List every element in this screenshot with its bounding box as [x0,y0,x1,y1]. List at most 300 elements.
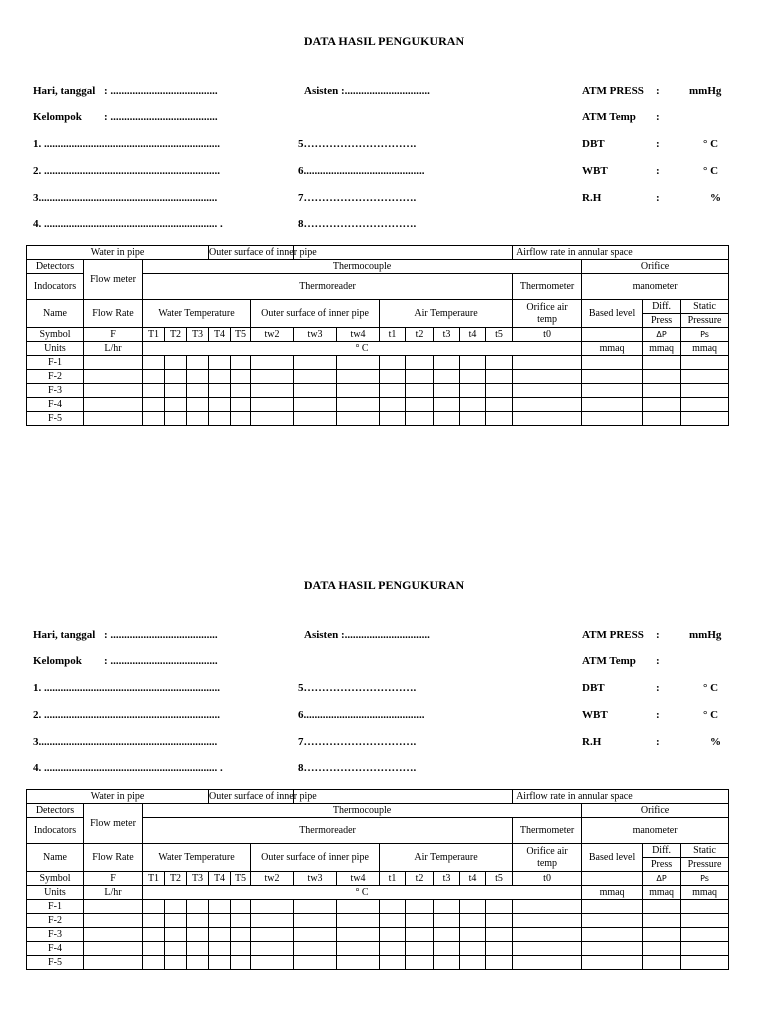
indocators-label: Indocators [27,274,84,300]
data-cell[interactable] [681,928,729,942]
data-cell[interactable] [251,900,294,914]
data-cell[interactable] [143,370,165,384]
data-cell[interactable] [84,914,143,928]
symbol-air-t4: t4 [460,872,486,886]
data-cell[interactable] [187,928,209,942]
data-cell[interactable] [251,928,294,942]
member-line-1[interactable]: 1. ................................................................ [33,138,220,150]
water-in-pipe-header: Water in pipe [27,246,209,260]
units-degc: ° C [143,886,582,900]
data-cell[interactable] [231,384,251,398]
data-cell[interactable] [165,398,187,412]
data-cell[interactable] [513,412,582,426]
symbol-t5: T5 [231,872,251,886]
atm-press-unit: mmHg [689,85,722,97]
data-cell[interactable] [380,900,406,914]
data-cell[interactable] [643,956,681,970]
kelompok-label: Kelompok [33,111,82,123]
data-cell[interactable] [406,412,434,426]
data-cell[interactable] [380,412,406,426]
data-cell[interactable] [460,928,486,942]
kelompok-field[interactable]: : ....................................... [104,655,218,667]
data-cell[interactable] [337,942,380,956]
data-cell[interactable] [209,900,231,914]
symbol-f: F [84,328,143,342]
data-cell[interactable] [165,370,187,384]
data-cell[interactable] [294,956,337,970]
data-cell[interactable] [143,412,165,426]
flow-rate-label: Flow Rate [84,300,143,328]
data-cell[interactable] [513,956,582,970]
data-cell[interactable] [582,356,643,370]
symbol-tw4: tw4 [337,872,380,886]
row-label: F-5 [27,412,84,426]
data-cell[interactable] [187,356,209,370]
outer-surface-header: Outer surface of inner pipe [209,246,317,258]
data-cell[interactable] [643,356,681,370]
data-cell[interactable] [251,412,294,426]
data-cell[interactable] [143,398,165,412]
orifice-air-temp-label: Orifice air temp [513,844,582,872]
table-row [27,370,729,384]
data-cell[interactable] [187,900,209,914]
data-cell[interactable] [294,370,337,384]
row-label: F-1 [27,356,84,370]
data-cell[interactable] [231,942,251,956]
atm-temp-label: ATM Temp [582,655,636,667]
units-based-level: mmaq [582,342,643,356]
data-cell[interactable] [84,900,143,914]
data-cell[interactable] [84,942,143,956]
data-cell[interactable] [460,914,486,928]
name-label: Name [27,844,84,872]
data-cell[interactable] [643,928,681,942]
table-row [27,928,729,942]
data-cell[interactable] [337,370,380,384]
data-cell[interactable] [582,956,643,970]
data-cell[interactable] [251,356,294,370]
data-cell[interactable] [681,384,729,398]
data-cell[interactable] [406,356,434,370]
data-cell[interactable] [460,956,486,970]
data-cell[interactable] [434,384,460,398]
data-cell[interactable] [434,914,460,928]
row-label: F-1 [27,900,84,914]
data-cell[interactable] [681,942,729,956]
member-line-5[interactable]: 5…………………………. [298,138,417,150]
data-cell[interactable] [209,914,231,928]
data-cell[interactable] [486,398,513,412]
pressure-label: Pressure [681,314,729,328]
member-line-1[interactable]: 1. ................................................................ [33,682,220,694]
symbol-tw4: tw4 [337,328,380,342]
data-cell[interactable] [582,914,643,928]
data-cell[interactable] [251,942,294,956]
data-cell[interactable] [582,928,643,942]
data-cell[interactable] [460,384,486,398]
data-cell[interactable] [337,956,380,970]
data-cell[interactable] [434,356,460,370]
data-cell[interactable] [582,384,643,398]
data-cell[interactable] [84,398,143,412]
data-cell[interactable] [486,370,513,384]
data-cell[interactable] [231,398,251,412]
thermocouple-label: Thermocouple [143,260,582,274]
data-cell[interactable] [165,384,187,398]
data-cell[interactable] [582,900,643,914]
data-cell[interactable] [643,900,681,914]
airflow-header: Airflow rate in annular space [513,790,729,804]
data-cell[interactable] [513,384,582,398]
data-cell[interactable] [681,956,729,970]
data-cell[interactable] [231,914,251,928]
thermometer-label: Thermometer [513,818,582,844]
data-cell[interactable] [434,942,460,956]
member-line-4[interactable]: 4. ............................................................... . [33,762,223,774]
dbt-unit: ° C [703,682,719,694]
member-line-2[interactable]: 2. ................................................................ [33,165,220,177]
wbt-unit: ° C [703,165,719,177]
press-label: Press [643,314,681,328]
data-cell[interactable] [251,914,294,928]
data-cell[interactable] [143,356,165,370]
blank-header [294,790,513,804]
dbt-label: DBT [582,682,605,694]
row-label: F-4 [27,398,84,412]
data-cell[interactable] [643,914,681,928]
data-cell[interactable] [165,942,187,956]
data-cell[interactable] [406,914,434,928]
data-cell[interactable] [143,384,165,398]
data-cell[interactable] [231,356,251,370]
data-cell[interactable] [294,928,337,942]
data-cell[interactable] [209,412,231,426]
table-row [27,942,729,956]
data-cell[interactable] [84,928,143,942]
name-label: Name [27,300,84,328]
table-row [27,900,729,914]
data-cell[interactable] [84,412,143,426]
dbt-colon: : [656,138,660,150]
thermocouple-label: Thermocouple [143,804,582,818]
data-cell[interactable] [337,900,380,914]
kelompok-field[interactable]: : ....................................... [104,111,218,123]
data-cell[interactable] [209,942,231,956]
data-cell[interactable] [643,942,681,956]
atm-temp-colon: : [656,111,660,123]
air-temperature-label: Air Temperaure [380,844,513,872]
hari-tanggal-field[interactable]: : ....................................... [104,85,218,97]
data-cell[interactable] [294,356,337,370]
data-cell[interactable] [143,956,165,970]
symbol-air-t2: t2 [406,328,434,342]
member-line-8[interactable]: 8…………………………. [298,762,417,774]
data-cell[interactable] [143,942,165,956]
data-cell[interactable] [143,900,165,914]
symbol-ps: Ps [681,328,729,342]
data-cell[interactable] [380,928,406,942]
data-cell[interactable] [231,928,251,942]
thermoreader-label: Thermoreader [143,818,513,844]
data-cell[interactable] [513,398,582,412]
data-cell[interactable] [460,398,486,412]
blank-header [294,246,513,260]
symbol-t5: T5 [231,328,251,342]
data-cell[interactable] [460,370,486,384]
asisten-field[interactable]: Asisten :............................... [304,85,430,97]
data-cell[interactable] [337,914,380,928]
data-cell[interactable] [681,356,729,370]
data-cell[interactable] [513,942,582,956]
member-line-2[interactable]: 2. ................................................................ [33,709,220,721]
data-cell[interactable] [681,914,729,928]
member-line-7[interactable]: 7…………………………. [298,192,417,204]
data-cell[interactable] [486,356,513,370]
data-cell[interactable] [84,370,143,384]
data-cell[interactable] [337,412,380,426]
data-cell[interactable] [460,900,486,914]
data-cell[interactable] [681,398,729,412]
symbol-air-t3: t3 [434,328,460,342]
data-cell[interactable] [251,384,294,398]
data-cell[interactable] [380,398,406,412]
orifice-label: Orifice [582,804,729,818]
data-cell[interactable] [187,956,209,970]
table-row [27,356,729,370]
detectors-label: Detectors [27,804,84,818]
asisten-field[interactable]: Asisten :............................... [304,629,430,641]
data-cell[interactable] [582,398,643,412]
rh-label: R.H [582,736,602,748]
data-cell[interactable] [187,370,209,384]
data-cell[interactable] [209,356,231,370]
dbt-unit: ° C [703,138,719,150]
symbol-t3: T3 [187,872,209,886]
static-label: Static [681,844,729,858]
data-cell[interactable] [165,412,187,426]
data-cell[interactable] [165,928,187,942]
data-cell[interactable] [643,370,681,384]
data-cell[interactable] [209,370,231,384]
data-cell[interactable] [406,928,434,942]
data-cell[interactable] [513,900,582,914]
data-cell[interactable] [486,900,513,914]
units-static: mmaq [681,886,729,900]
symbol-t1: T1 [143,872,165,886]
data-cell[interactable] [380,356,406,370]
data-cell[interactable] [406,900,434,914]
data-cell[interactable] [643,384,681,398]
table-row [27,398,729,412]
symbol-t1: T1 [143,328,165,342]
data-cell[interactable] [406,384,434,398]
data-cell[interactable] [165,956,187,970]
data-cell[interactable] [251,398,294,412]
data-cell[interactable] [406,956,434,970]
row-label: F-3 [27,928,84,942]
data-cell[interactable] [165,914,187,928]
data-cell[interactable] [486,928,513,942]
data-cell[interactable] [337,356,380,370]
data-cell[interactable] [434,928,460,942]
data-cell[interactable] [187,412,209,426]
data-cell[interactable] [643,398,681,412]
data-cell[interactable] [486,956,513,970]
data-cell[interactable] [294,914,337,928]
data-cell[interactable] [406,942,434,956]
data-cell[interactable] [209,928,231,942]
data-cell[interactable] [84,356,143,370]
symbol-t2: T2 [165,328,187,342]
data-cell[interactable] [143,928,165,942]
member-line-8[interactable]: 8…………………………. [298,218,417,230]
data-cell[interactable] [231,900,251,914]
symbol-label: Symbol [27,872,84,886]
symbol-air-t5: t5 [486,328,513,342]
data-cell[interactable] [380,914,406,928]
member-line-4[interactable]: 4. ............................................................... . [33,218,223,230]
member-line-5[interactable]: 5…………………………. [298,682,417,694]
data-cell[interactable] [84,956,143,970]
data-cell[interactable] [513,914,582,928]
air-temperature-label: Air Temperaure [380,300,513,328]
kelompok-label: Kelompok [33,655,82,667]
units-label: Units [27,886,84,900]
measurement-table [26,245,729,426]
units-static: mmaq [681,342,729,356]
data-cell[interactable] [582,412,643,426]
data-cell[interactable] [406,370,434,384]
data-cell[interactable] [434,370,460,384]
data-cell[interactable] [513,370,582,384]
data-cell[interactable] [187,384,209,398]
data-cell[interactable] [434,956,460,970]
data-cell[interactable] [380,956,406,970]
outer-surface-header: Outer surface of inner pipe [209,790,317,802]
data-cell[interactable] [486,914,513,928]
data-cell[interactable] [231,370,251,384]
water-in-pipe-header: Water in pipe [27,790,209,804]
data-cell[interactable] [513,928,582,942]
symbol-label: Symbol [27,328,84,342]
press-label: Press [643,858,681,872]
data-cell[interactable] [209,384,231,398]
units-degc: ° C [143,342,582,356]
data-cell[interactable] [681,900,729,914]
data-cell[interactable] [294,942,337,956]
units-diff-press: mmaq [643,342,681,356]
wbt-label: WBT [582,165,608,177]
measurement-form-1 [0,0,768,424]
symbol-ps: Ps [681,872,729,886]
data-cell[interactable] [209,398,231,412]
table-row [27,384,729,398]
data-cell[interactable] [434,412,460,426]
member-line-6[interactable]: 6............................................ [298,165,425,177]
data-cell[interactable] [294,412,337,426]
data-cell[interactable] [434,900,460,914]
diff-label: Diff. [643,844,681,858]
thermoreader-label: Thermoreader [143,274,513,300]
units-flow: L/hr [84,342,143,356]
symbol-tw3: tw3 [294,872,337,886]
form-title: DATA HASIL PENGUKURAN [303,578,465,592]
member-line-7[interactable]: 7…………………………. [298,736,417,748]
symbol-air-t2: t2 [406,872,434,886]
data-cell[interactable] [294,900,337,914]
symbol-tw2: tw2 [251,872,294,886]
data-cell[interactable] [231,956,251,970]
atm-press-colon: : [656,85,660,97]
member-line-3[interactable]: 3................................................................. [33,736,218,748]
symbol-t4: T4 [209,328,231,342]
member-line-6[interactable]: 6............................................ [298,709,425,721]
wbt-unit: ° C [703,709,719,721]
data-cell[interactable] [582,942,643,956]
data-cell[interactable] [165,356,187,370]
data-cell[interactable] [187,398,209,412]
airflow-header: Airflow rate in annular space [513,246,729,260]
symbol-air-t3: t3 [434,872,460,886]
data-cell[interactable] [84,384,143,398]
rh-unit: % [710,192,721,204]
symbol-dp: ΔP [643,328,681,342]
data-cell[interactable] [486,942,513,956]
hari-tanggal-field[interactable]: : ....................................... [104,629,218,641]
data-cell[interactable] [643,412,681,426]
data-cell[interactable] [251,370,294,384]
data-cell[interactable] [681,412,729,426]
units-diff-press: mmaq [643,886,681,900]
member-line-3[interactable]: 3................................................................. [33,192,218,204]
data-cell[interactable] [209,956,231,970]
row-label: F-2 [27,370,84,384]
data-cell[interactable] [187,914,209,928]
data-cell[interactable] [337,398,380,412]
data-cell[interactable] [380,942,406,956]
flow-meter-label: Flow meter [84,260,143,300]
data-cell[interactable] [486,412,513,426]
data-cell[interactable] [681,370,729,384]
atm-press-label: ATM PRESS [582,85,644,97]
data-cell[interactable] [460,412,486,426]
data-cell[interactable] [294,384,337,398]
data-cell[interactable] [460,942,486,956]
wbt-label: WBT [582,709,608,721]
row-label: F-2 [27,914,84,928]
data-cell[interactable] [582,370,643,384]
data-cell[interactable] [380,370,406,384]
data-cell[interactable] [434,398,460,412]
rh-unit: % [710,736,721,748]
data-cell[interactable] [380,384,406,398]
hari-tanggal-label: Hari, tanggal [33,85,96,97]
data-cell[interactable] [486,384,513,398]
data-cell[interactable] [337,928,380,942]
data-cell[interactable] [294,398,337,412]
data-cell[interactable] [406,398,434,412]
dbt-colon: : [656,682,660,694]
data-cell[interactable] [187,942,209,956]
data-cell[interactable] [231,412,251,426]
data-cell[interactable] [513,356,582,370]
wbt-colon: : [656,709,660,721]
data-cell[interactable] [337,384,380,398]
data-cell[interactable] [143,914,165,928]
data-cell[interactable] [165,900,187,914]
data-cell[interactable] [460,356,486,370]
data-cell[interactable] [251,956,294,970]
